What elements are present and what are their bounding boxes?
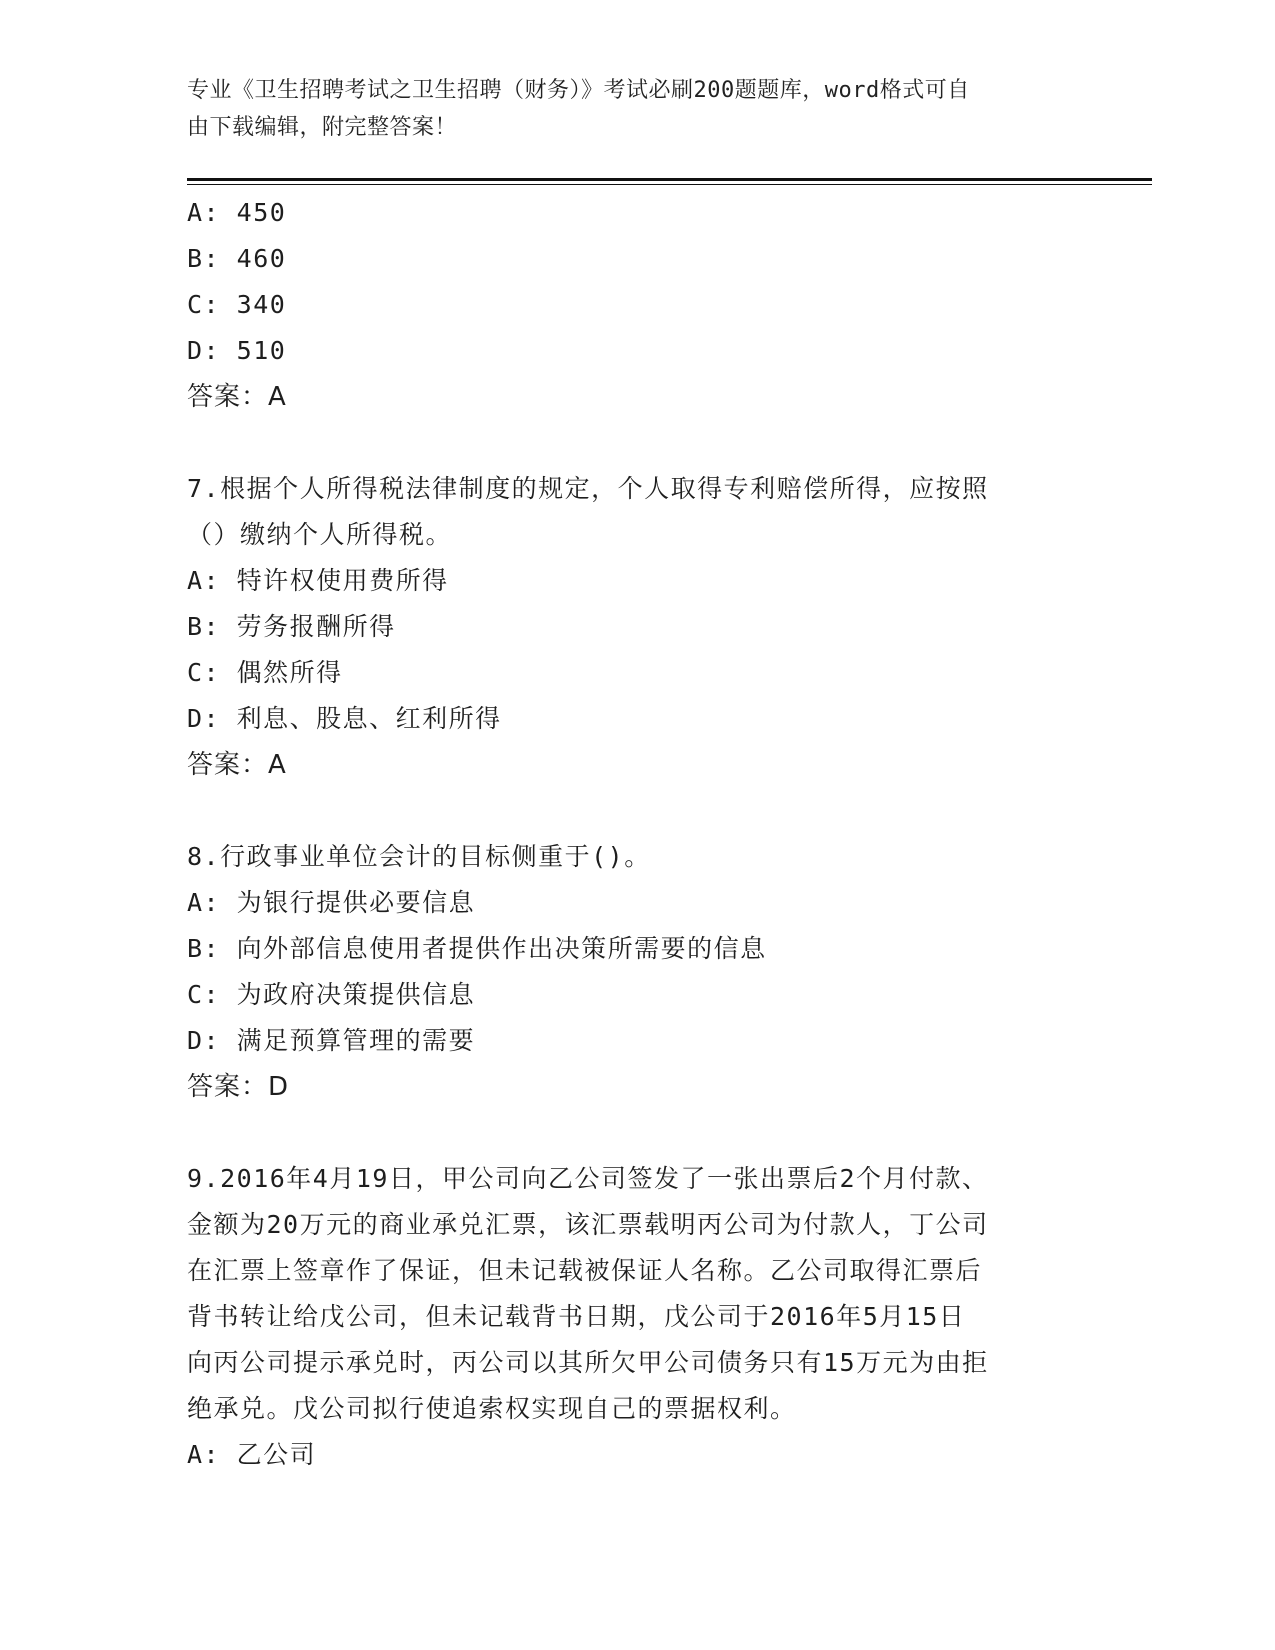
option-b: B: 劳务报酬所得 [187, 612, 396, 641]
header-line-2: 由下载编辑，附完整答案！ [187, 115, 458, 140]
option-b: B: 向外部信息使用者提供作出决策所需要的信息 [187, 934, 767, 963]
question-8-block [187, 834, 1087, 1110]
option-c: C: 偶然所得 [187, 658, 343, 687]
spacer [187, 1110, 1087, 1156]
question-9-block [187, 1156, 1087, 1478]
question-text-line: 8.行政事业单位会计的目标侧重于()。 [187, 842, 651, 871]
question-text-line: 9.2016年4月19日，甲公司向乙公司签发了一张出票后2个月付款、 [187, 1164, 989, 1193]
document-header [187, 72, 1087, 146]
header-line-1: 专业《卫生招聘考试之卫生招聘（财务）》考试必刷200题题库，word格式可自 [187, 78, 970, 103]
question-text-line: 绝承兑。戊公司拟行使追索权实现自己的票据权利。 [187, 1394, 797, 1423]
question-text-line: 背书转让给戊公司，但未记载背书日期，戊公司于2016年5月15日 [187, 1302, 966, 1331]
question-text-line: 在汇票上签章作了保证，但未记载被保证人名称。乙公司取得汇票后 [187, 1256, 983, 1285]
answer-line: 答案：A [187, 750, 287, 780]
option-d: D: 利息、股息、红利所得 [187, 704, 502, 733]
spacer [187, 420, 1087, 466]
option-a: A: 特许权使用费所得 [187, 566, 449, 595]
answer-line: 答案：D [187, 1072, 290, 1102]
question-text-line: 向丙公司提示承兑时，丙公司以其所欠甲公司债务只有15万元为由拒 [187, 1348, 989, 1377]
question-text-line: （）缴纳个人所得税。 [187, 520, 453, 549]
option-c: C: 为政府决策提供信息 [187, 980, 476, 1009]
option-a: A: 450 [187, 198, 287, 227]
spacer [187, 788, 1087, 834]
question-text-line: 金额为20万元的商业承兑汇票，该汇票载明丙公司为付款人，丁公司 [187, 1210, 989, 1239]
header-rule-thin [187, 184, 1152, 185]
answer-line: 答案：A [187, 382, 287, 412]
option-c: C: 340 [187, 290, 287, 319]
header-rule-thick [187, 178, 1152, 181]
document-body [187, 190, 1087, 1478]
option-a: A: 为银行提供必要信息 [187, 888, 476, 917]
question-7-block [187, 466, 1087, 788]
option-b: B: 460 [187, 244, 287, 273]
option-d: D: 510 [187, 336, 287, 365]
option-d: D: 满足预算管理的需要 [187, 1026, 476, 1055]
question-6-block [187, 190, 1087, 420]
question-text-line: 7.根据个人所得税法律制度的规定，个人取得专利赔偿所得，应按照 [187, 474, 989, 503]
option-a: A: 乙公司 [187, 1440, 317, 1469]
